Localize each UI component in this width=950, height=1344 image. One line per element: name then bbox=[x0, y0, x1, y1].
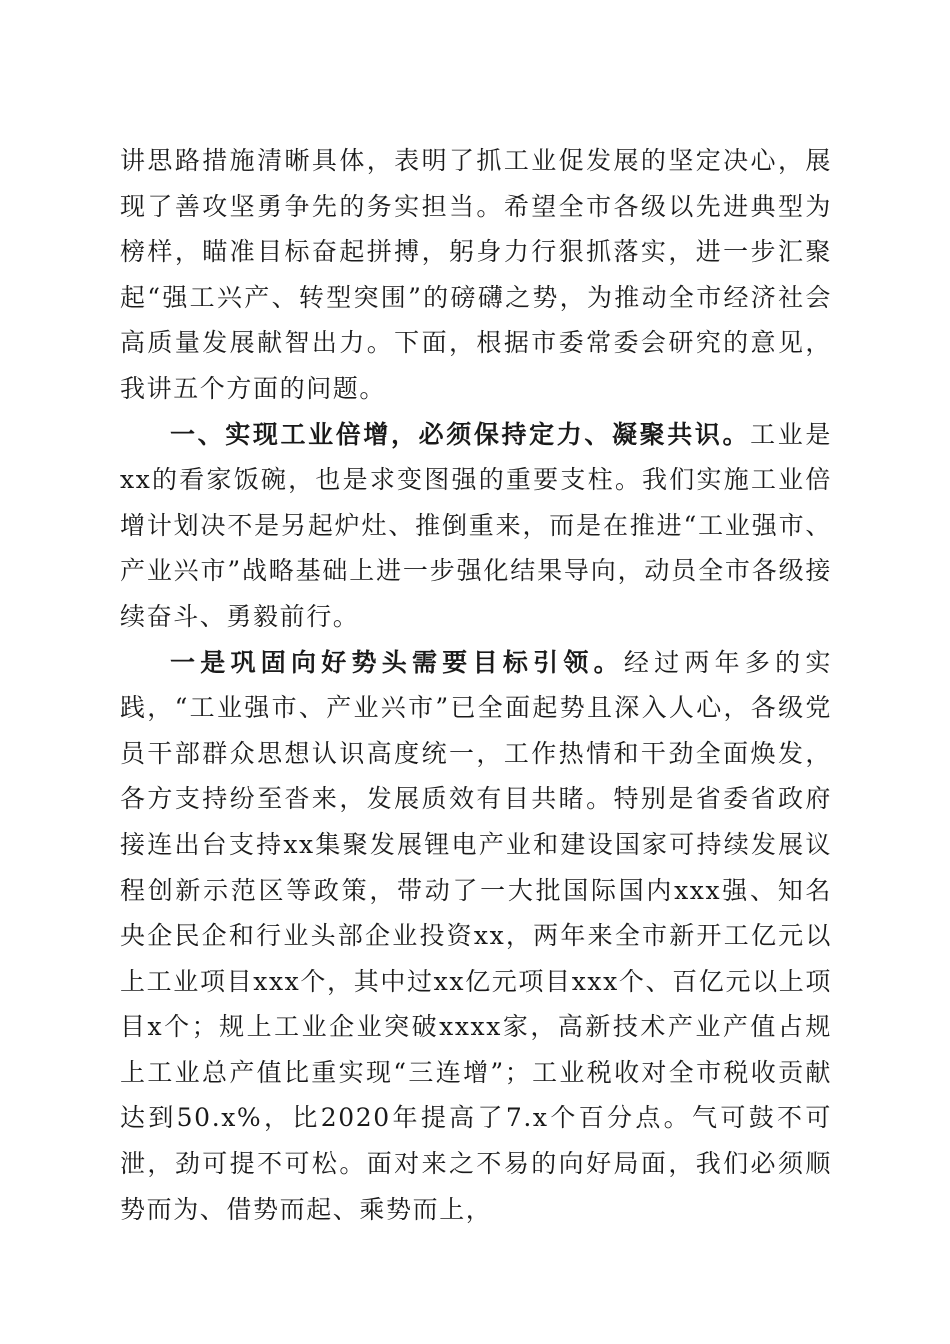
section-heading: 一、实现工业倍增，必须保持定力、凝聚共识。 bbox=[170, 419, 751, 449]
paragraph-text: 讲思路措施清晰具体，表明了抓工业促发展的坚定决心，展现了善攻坚勇争先的务实担当。希望全市各级以先进典型为榜样，瞄准目标奋起拼搏，躬身力行狠抓落实，进一步汇聚起“强工兴产、转型突围”的磅礴之势，为推动全市经济社会高质量发展献智出力。下面，根据市委常委会研究的意见，我讲五个方面的问题。 bbox=[120, 146, 832, 403]
paragraph-intro-continuation bbox=[120, 138, 832, 412]
paragraph-section-one bbox=[120, 412, 832, 640]
paragraph-text: 工业是xx的看家饭碗，也是求变图强的重要支柱。我们实施工业倍增计划决不是另起炉灶、推倒重来，而是在推进“工业强市、产业兴市”战略基础上进一步强化结果导向，动员全市各级接续奋斗、勇毅前行。 bbox=[120, 419, 832, 631]
document-page bbox=[120, 138, 832, 1232]
paragraph-point-one bbox=[120, 640, 832, 1233]
paragraph-text: 经过两年多的实践，“工业强市、产业兴市”已全面起势且深入人心，各级党员干部群众思想认识高度统一，工作热情和干劲全面焕发，各方支持纷至沓来，发展质效有目共睹。特别是省委省政府接连出台支持xx集聚发展锂电产业和建设国家可持续发展议程创新示范区等政策，带动了一大批国际国内xxx强、知名央企民企和行业头部企业投资xx，两年来全市新开工亿元以上工业项目xxx个，其中过xx亿元项目xxx个、百亿元以上项目x个；规上工业企业突破xxxx家，高新技术产业产值占规上工业总产值比重实现“三连增”；工业税收对全市税收贡献达到50.x%，比2020年提高了7.x个百分点。气可鼓不可泄，劲可提不可松。面对来之不易的向好局面，我们必须顺势而为、借势而起、乘势而上， bbox=[120, 647, 832, 1224]
point-heading: 一是巩固向好势头需要目标引领。 bbox=[170, 647, 624, 677]
